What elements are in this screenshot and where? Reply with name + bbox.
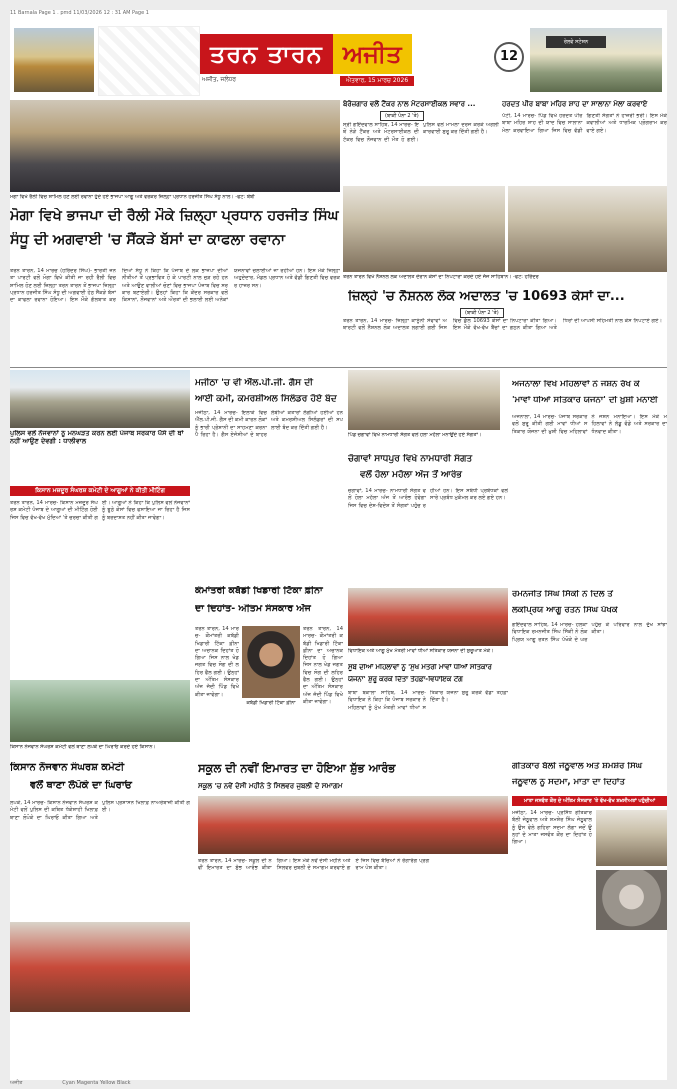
protest-body: ਤਰਨ ਤਾਰਨ, 14 ਮਾਰਚ- ਕਿਸਾਨ ਮਜ਼ਦੂਰ ਸੰਘਰਸ਼ ਕਮੇਟੀ ਪੰਜਾਬ ਦੇ ਆਗੂਆਂ ਦੀ ਮੀਟਿੰਗ ਹੋਈ ਜਿਸ ਵਿਚ ਵੱਖ-ਵੱਖ ਮੁੱਦਿਆਂ 'ਤੇ ਚਰਚਾ ਕੀਤੀ ਗਈ। ਆਗੂਆਂ ਨੇ ਕਿਹਾ ਕਿ ਪੁਲਿਸ ਵਲੋਂ ਨੌਜਵਾਨਾਂ ਨੂੰ ਝੂਠੇ ਕੇਸਾਂ ਵਿਚ ਫਸਾਇਆ ਜਾ ਰਿਹਾ ਹੈ ਜਿਸ ਨੂੰ ਬਰਦਾਸ਼ਤ ਨਹੀਂ ਕੀਤਾ ਜਾਵੇਗਾ। [10, 500, 190, 521]
footer-right: Cyan Magenta Yellow Black [62, 1080, 131, 1086]
lead-headline-2: ਸੰਧੂ ਦੀ ਅਗਵਾਈ 'ਚ ਸੈਂਕੜੇ ਬੱਸਾਂ ਦਾ ਕਾਫਲਾ ਰਵਾਨਾ [10, 232, 286, 248]
obit-banner: ਮਾਤਾ ਜਸਵੰਤ ਕੌਰ ਦੇ ਅੰਤਿਮ ਸੰਸਕਾਰ 'ਤੇ ਵੱਖ-ਵੱਖ ਸ਼ਖ਼ਸੀਅਤਾਂ ਪਹੁੰਚੀਆਂ [512, 796, 667, 806]
lok-adalat-photo-2 [508, 186, 667, 272]
lok-adalat-photo-1 [343, 186, 505, 272]
kisan-headline-2: ਵਲੋਂ ਥਾਣਾ ਲੋਪੋਕੇ ਦਾ ਘਿਰਾਓ [30, 780, 132, 791]
school-photo [198, 796, 508, 854]
masthead-photo-left [14, 28, 94, 92]
edition-label: ਅਜੀਤ, ਜਲੰਧਰ [202, 76, 237, 83]
kabaddi-headline-2: ਦਾ ਦਿਹਾਂਤ- ਅੰਤਿਮ ਸੰਸਕਾਰ ਅੱਜ [195, 604, 311, 614]
obit-photo [596, 810, 667, 866]
namdhari-headline-1: ਚੋਗਾਵਾਂ ਸਾਧਪੁਰ ਵਿਖੇ ਨਾਮਧਾਰੀ ਸੰਗਤ [348, 454, 473, 464]
page-number: 12 [494, 42, 524, 72]
protest-photo [10, 370, 190, 428]
newspaper-page [10, 10, 667, 1080]
lok-adalat-headline: ਜ਼ਿਲ੍ਹੇ 'ਚ ਨੈਸ਼ਨਲ ਲੋਕ ਅਦਾਲਤ 'ਚ 10693 ਕੇਸਾਂ ਦਾ... [348, 290, 625, 304]
namdhari-headline-2: ਵਲੋਂ ਹੋਲਾ ਮਹੱਲਾ ਅੱਜ ਤੋਂ ਆਰੰਭ [360, 470, 462, 480]
masthead-photo-right [530, 28, 662, 92]
brief1-headline: ਬੇਰੋਜ਼ਗਾਰ ਵਲੋਂ ਟੈਂਕਰ ਨਾਲ ਮੋਟਰਸਾਈਕਲ ਸਵਾਰ ... [343, 100, 476, 108]
issue-date: ਐਤਵਾਰ, 15 ਮਾਰਚ 2026 [340, 76, 414, 86]
scheme-caption: ਵਿਧਾਇਕ ਅਤੇ ਆਗੂ ਮੁੱਖ ਮੰਤਰੀ ਮਾਵਾਂ ਧੀਆਂ ਸਤਿਕਾਰ ਯੋਜਨਾ ਦੀ ਸ਼ੁਰੂਆਤ ਮੌਕੇ। [348, 648, 494, 654]
kisan-caption: ਕਿਸਾਨ ਨੌਜਵਾਨ ਸੰਘਰਸ਼ ਕਮੇਟੀ ਵਲੋਂ ਥਾਣਾ ਲੋਪੋਕੇ ਦਾ ਘਿਰਾਓ ਕਰਦੇ ਹੋਏ ਕਿਸਾਨ। [10, 744, 156, 750]
scheme-headline-1: ਸੂਬੇ ਦੀਆਂ ਮਹਿਲਾਵਾਂ ਨੂੰ 'ਮੁੱਖ ਮੰਤਰੀ ਮਾਵਾਂ ਧੀਆਂ ਸਤਿਕਾਰ [348, 664, 492, 671]
lead-headline-1: ਮੋਗਾ ਵਿਖੇ ਭਾਜਪਾ ਦੀ ਰੈਲੀ ਮੌਕੇ ਜ਼ਿਲ੍ਹਾ ਪ੍ਰਧਾਨ ਹਰਜੀਤ ਸਿੰਘ [10, 208, 339, 224]
print-slug: 11 Barnala Page 1 . pmd 11/03/2026 12 : 31 AM Page 1 [10, 10, 149, 16]
brief1-body: ਸ੍ਰੀ ਗੋਇੰਦਵਾਲ ਸਾਹਿਬ, 14 ਮਾਰਚ- ਇਥੋਂ ਨੇੜੇ ਟੈਂਕਰ ਅਤੇ ਮੋਟਰਸਾਈਕਲ ਦੀ ਟੱਕਰ ਵਿਚ ਨੌਜਵਾਨ ਦੀ ਮੌਤ ਹੋ ਗਈ। ਪੁਲਿਸ ਵਲੋਂ ਮਾਮਲਾ ਦਰਜ ਕਰਕੇ ਅਗਲੀ ਕਾਰਵਾਈ ਸ਼ੁਰੂ ਕਰ ਦਿੱਤੀ ਗਈ ਹੈ। [343, 122, 499, 143]
scheme-body: ਬਾਬਾ ਬਕਾਲਾ ਸਾਹਿਬ, 14 ਮਾਰਚ- ਵਿਧਾਇਕ ਨੇ ਕਿਹਾ ਕਿ ਪੰਜਾਬ ਸਰਕਾਰ ਨੇ ਮਹਿਲਾਵਾਂ ਨੂੰ ਮੁੱਖ ਮੰਤਰੀ ਮਾਵਾਂ ਧੀਆਂ ਸਤਿਕਾਰ ਯੋਜਨਾ ਸ਼ੁਰੂ ਕਰਕੇ ਵੱਡਾ ਤੋਹਫ਼ਾ ਦਿੱਤਾ ਹੈ। [348, 690, 508, 711]
school-subhead: ਸਕੂਲ 'ਚ ਨਵੇਂ ਦੇਸੀ ਮਹੀਨੇ ਤੇ ਸਿਲਵਰ ਜੁਬਲੀ ਦੇ ਸਮਾਗਮ [198, 782, 343, 790]
ajnala-headline-1: ਅਜਨਾਲਾ ਵਿਖੇ ਮਹਿਲਾਵਾਂ ਨੇ ਜਸ਼ਨ ਰੱਖ ਕੇ [512, 380, 640, 389]
school-headline: ਸਕੂਲ ਦੀ ਨਵੀਂ ਇਮਾਰਤ ਦਾ ਹੋਇਆ ਸ਼ੁੱਭ ਆਰੰਭ [198, 762, 396, 775]
newspaper-logo [200, 34, 412, 74]
brief1-continued-tag: (ਬਾਕੀ ਪੰਨਾ 2 'ਤੇ) [380, 111, 424, 121]
scheme-headline-2: ਯੋਜਨਾ' ਸ਼ੁਰੂ ਕਰਕੇ ਦਿੱਤਾ ਤੋਹਫ਼ਾ-ਵਿਧਾਇਕ ਟੌਂਗ [348, 676, 463, 683]
ajnala-headline-2: 'ਮਾਵਾਂ ਧੀਆਂ ਸਤਿਕਾਰ ਯੋਜਨਾ' ਦੀ ਖ਼ੁਸ਼ੀ ਮਨਾਈ [512, 396, 658, 405]
obit-headline-1: ਗੀਤਕਾਰ ਬੱਲੀ ਜੇਠੂਵਾਲ ਅਤੇ ਸ਼ਮਸ਼ੇਰ ਸਿੰਘ [512, 762, 643, 771]
footer-left: ਅਜੀਤ [10, 1080, 23, 1086]
masthead-pattern [98, 26, 200, 96]
kabaddi-headline-1: ਕੌਮਾਂਤਰੀ ਕਬੱਡੀ ਖਿਡਾਰੀ ਟਿੱਕਾ ਫ਼ੀਨਾ [195, 586, 323, 596]
lead-body: ਤਰਨ ਤਾਰਨ, 14 ਮਾਰਚ (ਹਰਿੰਦਰ ਸਿੰਘ)- ਭਾਰਤੀ ਜਨਤਾ ਪਾਰਟੀ ਵਲੋਂ ਮੋਗਾ ਵਿਖੇ ਕੀਤੀ ਜਾ ਰਹੀ ਰੈਲੀ ਵਿਚ ਸ਼ਾਮਿਲ ਹੋਣ ਲਈ ਜ਼ਿਲ੍ਹਾ ਤਰਨ ਤਾਰਨ ਤੋਂ ਭਾਜਪਾ ਜ਼ਿਲ੍ਹਾ ਪ੍ਰਧਾਨ ਹਰਜੀਤ ਸਿੰਘ ਸੰਧੂ ਦੀ ਅਗਵਾਈ ਹੇਠ ਸੈਂਕੜੇ ਬੱਸਾਂ ਦਾ ਕਾਫਲਾ ਰਵਾਨਾ ਹੋਇਆ। ਇਸ ਮੌਕੇ ਗੱਲਬਾਤ ਕਰਦਿਆਂ ਸੰਧੂ ਨੇ ਕਿਹਾ ਕਿ ਪੰਜਾਬ ਦੇ ਲੋਕ ਭਾਜਪਾ ਦੀਆਂ ਨੀਤੀਆਂ ਤੋਂ ਪ੍ਰਭਾਵਿਤ ਹੋ ਕੇ ਪਾਰਟੀ ਨਾਲ ਜੁੜ ਰਹੇ ਹਨ ਅਤੇ ਆਉਣ ਵਾਲੀਆਂ ਚੋਣਾਂ ਵਿਚ ਭਾਜਪਾ ਪੰਜਾਬ ਵਿਚ ਸਰਕਾਰ ਬਣਾਏਗੀ। ਉਨ੍ਹਾਂ ਕਿਹਾ ਕਿ ਕੇਂਦਰ ਸਰਕਾਰ ਵਲੋਂ ਕਿਸਾਨਾਂ, ਨੌਜਵਾਨਾਂ ਅਤੇ ਔਰਤਾਂ ਦੀ ਭਲਾਈ ਲਈ ਅਨੇਕਾਂ ਯੋਜਨਾਵਾਂ ਚਲਾਈਆਂ ਜਾ ਰਹੀਆਂ ਹਨ। ਇਸ ਮੌਕੇ ਜ਼ਿਲ੍ਹਾ ਅਹੁਦੇਦਾਰ, ਮੰਡਲ ਪ੍ਰਧਾਨ ਅਤੇ ਵੱਡੀ ਗਿਣਤੀ ਵਿਚ ਵਰਕਰ ਹਾਜ਼ਰ ਸਨ। [10, 268, 340, 304]
ajnala-body: ਅਜਨਾਲਾ, 14 ਮਾਰਚ- ਪੰਜਾਬ ਸਰਕਾਰ ਵਲੋਂ ਸ਼ੁਰੂ ਕੀਤੀ ਗਈ ਮਾਵਾਂ ਧੀਆਂ ਸਤਿਕਾਰ ਯੋਜਨਾ ਦੀ ਖ਼ੁਸ਼ੀ ਵਿਚ ਮਹਿਲਾਵਾਂ ਨੇ ਜਸ਼ਨ ਮਨਾਇਆ। ਇਸ ਮੌਕੇ ਮਹਿਲਾਵਾਂ ਨੇ ਲੱਡੂ ਵੰਡੇ ਅਤੇ ਸਰਕਾਰ ਦਾ ਧੰਨਵਾਦ ਕੀਤਾ। [512, 414, 667, 435]
school-body: ਤਰਨ ਤਾਰਨ, 14 ਮਾਰਚ- ਸਕੂਲ ਦੀ ਨਵੀਂ ਇਮਾਰਤ ਦਾ ਸ਼ੁੱਭ ਆਰੰਭ ਕੀਤਾ ਗਿਆ। ਇਸ ਮੌਕੇ ਨਵੇਂ ਦੇਸੀ ਮਹੀਨੇ ਅਤੇ ਸਿਲਵਰ ਜੁਬਲੀ ਦੇ ਸਮਾਗਮ ਕਰਵਾਏ ਗਏ ਜਿਸ ਵਿਚ ਬੱਚਿਆਂ ਨੇ ਰੰਗਾਰੰਗ ਪ੍ਰੋਗਰਾਮ ਪੇਸ਼ ਕੀਤਾ। [198, 858, 430, 872]
kabaddi-player-photo [242, 626, 300, 698]
ramanjit-headline-2: ਲੋਕਪ੍ਰਿਯ ਆਗੂ ਰਤਨ ਸਿੰਘ ਪੱਖੋਕੇ [512, 606, 618, 615]
ramanjit-body: ਗੋਇੰਦਵਾਲ ਸਾਹਿਬ, 14 ਮਾਰਚ- ਹਲਕਾ ਵਿਧਾਇਕ ਰਮਨਜੀਤ ਸਿੰਘ ਸਿੱਕੀ ਨੇ ਲੋਕਪ੍ਰਿਯ ਆਗੂ ਰਤਨ ਸਿੰਘ ਪੱਖੋਕੇ ਦੇ ਘਰ ਪਹੁੰਚ ਕੇ ਪਰਿਵਾਰ ਨਾਲ ਦੁੱਖ ਸਾਂਝਾ ਕੀਤਾ। [512, 622, 667, 643]
gate-sign: ਰੇਲਵੇ ਸਟੇਸ਼ਨ [546, 36, 606, 48]
ramanjit-headline-1: ਰਮਨਜੀਤ ਸਿੰਘ ਸਿੱਕੀ ਨੇ ਦਿਲ ਤੋਂ [512, 590, 613, 599]
kisan-headline-1: ਕਿਸਾਨ ਨੌਜਵਾਨ ਸੰਘਰਸ਼ ਕਮੇਟੀ [10, 762, 125, 773]
namdhari-caption: ਪਿੰਡ ਚੋਗਾਵਾਂ ਵਿਖੇ ਨਾਮਧਾਰੀ ਸੰਗਤ ਵਲੋਂ ਹੋਲਾ ਮਹੱਲਾ ਮਨਾਉਂਦੇ ਹੋਏ ਸੰਗਤਾਂ। [348, 432, 482, 438]
kisan-photo-2 [10, 922, 190, 1012]
lok-adalat-continued-tag: (ਬਾਕੀ ਪੰਨਾ 2 'ਤੇ) [460, 308, 504, 318]
obit-headline-2: ਜੇਠੂਵਾਲ ਨੂੰ ਸਦਮਾ, ਮਾਤਾ ਦਾ ਦਿਹਾਂਤ [512, 778, 625, 787]
protest-banner: ਕਿਸਾਨ ਮਜ਼ਦੂਰ ਸੰਘਰਸ਼ ਕਮੇਟੀ ਦੇ ਆਗੂਆਂ ਨੇ ਕੀਤੀ ਮੀਟਿੰਗ [10, 486, 190, 496]
brief2-headline: ਹਰਦਤ ਪੀਰ ਬਾਬਾ ਮਹਿਰ ਸ਼ਾਹ ਦਾ ਸਾਲਾਨਾ ਮੇਲਾ ਕਰਵਾਏ [502, 100, 648, 108]
section-divider [10, 367, 667, 368]
protest-headline: ਪੁਲਿਸ ਵਲੋਂ ਨੌਜਵਾਨਾਂ ਨੂੰ ਮਨਘੜਤ ਕਰਨ ਲਈ ਪੰਜਾਬ ਸਰਕਾਰ ਪੈਸੇ ਦੀ ਥਾਂ ਨਹੀਂ ਆਉਣ ਦੇਵਗੀ : ਧਾਲੀਵਾਲ [10, 430, 184, 445]
scheme-photo [348, 588, 508, 646]
kisan-photo [10, 680, 190, 742]
kabaddi-body-right: ਤਰਨ ਤਾਰਨ, 14 ਮਾਰਚ- ਕੌਮਾਂਤਰੀ ਕਬੱਡੀ ਖਿਡਾਰੀ ਟਿੱਕਾ ਫ਼ੀਨਾ ਦਾ ਅਚਾਨਕ ਦਿਹਾਂਤ ਹੋ ਗਿਆ ਜਿਸ ਨਾਲ ਖੇਡ ਜਗਤ ਵਿਚ ਸੋਗ ਦੀ ਲਹਿਰ ਫੈਲ ਗਈ। ਉਨ੍ਹਾਂ ਦਾ ਅੰਤਿਮ ਸੰਸਕਾਰ ਅੱਜ ਜੱਦੀ ਪਿੰਡ ਵਿਖੇ ਕੀਤਾ ਜਾਵੇਗਾ। [303, 626, 343, 705]
kabaddi-photo-caption: ਕਬੱਡੀ ਖਿਡਾਰੀ ਟਿੱਕਾ ਫ਼ੀਨਾ [246, 700, 296, 706]
print-footer [10, 1080, 667, 1089]
lead-photo [10, 100, 340, 192]
kisan-body: ਲੋਪੋਕੇ, 14 ਮਾਰਚ- ਕਿਸਾਨ ਨੌਜਵਾਨ ਸੰਘਰਸ਼ ਕਮੇਟੀ ਵਲੋਂ ਪੁਲਿਸ ਦੀ ਕਥਿਤ ਧੱਕੇਸ਼ਾਹੀ ਖਿਲਾਫ਼ ਥਾਣਾ ਲੋਪੋਕੇ ਦਾ ਘਿਰਾਓ ਕੀਤਾ ਗਿਆ ਅਤੇ ਪੁਲਿਸ ਪ੍ਰਸ਼ਾਸਨ ਖਿਲਾਫ਼ ਨਾਅਰੇਬਾਜ਼ੀ ਕੀਤੀ ਗਈ। [10, 800, 190, 821]
lok-adalat-caption: ਤਰਨ ਤਾਰਨ ਵਿਖੇ ਨੈਸ਼ਨਲ ਲੋਕ ਅਦਾਲਤ ਦੌਰਾਨ ਕੇਸਾਂ ਦਾ ਨਿਪਟਾਰਾ ਕਰਦੇ ਹੋਏ ਜੱਜ ਸਾਹਿਬਾਨ। -ਫੋਟੋ: ਹਰਿੰਦਰ [343, 274, 539, 280]
namdhari-photo [348, 370, 500, 430]
namdhari-body: ਚੋਗਾਵਾਂ, 14 ਮਾਰਚ- ਨਾਮਧਾਰੀ ਸੰਗਤ ਵਲੋਂ ਹੋਲਾ ਮਹੱਲਾ ਅੱਜ ਤੋਂ ਆਰੰਭ ਹੋਵੇਗਾ ਜਿਸ ਵਿਚ ਦੇਸ਼-ਵਿਦੇਸ਼ ਤੋਂ ਸੰਗਤਾਂ ਪਹੁੰਚ ਰਹੀਆਂ ਹਨ। ਇਸ ਸਬੰਧੀ ਪ੍ਰਬੰਧਕਾਂ ਵਲੋਂ ਸਾਰੇ ਪ੍ਰਬੰਧ ਮੁਕੰਮਲ ਕਰ ਲਏ ਗਏ ਹਨ। [348, 488, 508, 509]
logo-part-name: ਅਜੀਤ [333, 34, 412, 74]
obit-portrait [596, 870, 667, 930]
masthead [10, 22, 667, 98]
brief2-body: ਪੱਟੀ, 14 ਮਾਰਚ- ਪਿੰਡ ਵਿਖੇ ਹਰਦਤ ਪੀਰ ਬਾਬਾ ਮਹਿਰ ਸ਼ਾਹ ਦੀ ਯਾਦ ਵਿਚ ਸਾਲਾਨਾ ਮੇਲਾ ਕਰਵਾਇਆ ਗਿਆ ਜਿਸ ਵਿਚ ਵੱਡੀ ਗਿਣਤੀ ਸੰਗਤਾਂ ਨੇ ਹਾਜ਼ਰੀ ਭਰੀ। ਇਸ ਮੌਕੇ ਕਵਾਲੀਆਂ ਅਤੇ ਧਾਰਮਿਕ ਪ੍ਰੋਗਰਾਮ ਕਰਵਾਏ ਗਏ। [502, 113, 667, 134]
gas-headline-1: ਮਜੀਠਾ 'ਚ ਵੀ ਐੱਲ.ਪੀ.ਜੀ. ਗੈਸ ਦੀ [195, 378, 313, 388]
kabaddi-body-left: ਤਰਨ ਤਾਰਨ, 14 ਮਾਰਚ- ਕੌਮਾਂਤਰੀ ਕਬੱਡੀ ਖਿਡਾਰੀ ਟਿੱਕਾ ਫ਼ੀਨਾ ਦਾ ਅਚਾਨਕ ਦਿਹਾਂਤ ਹੋ ਗਿਆ ਜਿਸ ਨਾਲ ਖੇਡ ਜਗਤ ਵਿਚ ਸੋਗ ਦੀ ਲਹਿਰ ਫੈਲ ਗਈ। ਉਨ੍ਹਾਂ ਦਾ ਅੰਤਿਮ ਸੰਸਕਾਰ ਅੱਜ ਜੱਦੀ ਪਿੰਡ ਵਿਖੇ ਕੀਤਾ ਜਾਵੇਗਾ। [195, 626, 239, 698]
logo-part-city: ਤਰਨ ਤਾਰਨ [200, 34, 333, 74]
gas-headline-2: ਆਈ ਕਮੀ, ਕਮਰਸ਼ੀਅਲ ਸਿਲੰਡਰ ਹੋਏ ਬੰਦ [195, 394, 337, 404]
lok-adalat-body: ਤਰਨ ਤਾਰਨ, 14 ਮਾਰਚ- ਜ਼ਿਲ੍ਹਾ ਕਾਨੂੰਨੀ ਸੇਵਾਵਾਂ ਅਥਾਰਟੀ ਵਲੋਂ ਨੈਸ਼ਨਲ ਲੋਕ ਅਦਾਲਤ ਲਗਾਈ ਗਈ ਜਿਸ ਵਿਚ ਕੁੱਲ 10693 ਕੇਸਾਂ ਦਾ ਨਿਪਟਾਰਾ ਕੀਤਾ ਗਿਆ। ਇਸ ਮੌਕੇ ਵੱਖ-ਵੱਖ ਬੈਂਚਾਂ ਦਾ ਗਠਨ ਕੀਤਾ ਗਿਆ ਅਤੇ ਧਿਰਾਂ ਦੀ ਆਪਸੀ ਸਹਿਮਤੀ ਨਾਲ ਕੇਸ ਨਿਪਟਾਏ ਗਏ। [343, 318, 663, 332]
obit-body: ਮਜੀਠਾ, 14 ਮਾਰਚ- ਪ੍ਰਸਿੱਧ ਗੀਤਕਾਰ ਬੱਲੀ ਜੇਠੂਵਾਲ ਅਤੇ ਸ਼ਮਸ਼ੇਰ ਸਿੰਘ ਜੇਠੂਵਾਲ ਨੂੰ ਉਸ ਵੇਲੇ ਗਹਿਰਾ ਸਦਮਾ ਲੱਗਾ ਜਦੋਂ ਉਨ੍ਹਾਂ ਦੇ ਮਾਤਾ ਜਸਵੰਤ ਕੌਰ ਦਾ ਦਿਹਾਂਤ ਹੋ ਗਿਆ। [512, 810, 592, 846]
gas-body: ਮਜੀਠਾ, 14 ਮਾਰਚ- ਇਲਾਕੇ ਵਿਚ ਐੱਲ.ਪੀ.ਜੀ. ਗੈਸ ਦੀ ਕਮੀ ਕਾਰਨ ਲੋਕਾਂ ਨੂੰ ਭਾਰੀ ਪ੍ਰੇਸ਼ਾਨੀ ਦਾ ਸਾਹਮਣਾ ਕਰਨਾ ਪੈ ਰਿਹਾ ਹੈ। ਗੈਸ ਏਜੰਸੀਆਂ ਦੇ ਬਾਹਰ ਲੰਬੀਆਂ ਕਤਾਰਾਂ ਲੱਗੀਆਂ ਹੋਈਆਂ ਹਨ ਅਤੇ ਕਮਰਸ਼ੀਅਲ ਸਿਲੰਡਰਾਂ ਦੀ ਸਪਲਾਈ ਬੰਦ ਕਰ ਦਿੱਤੀ ਗਈ ਹੈ। [195, 410, 343, 438]
lead-photo-caption: ਮੋਗਾ ਵਿਖੇ ਰੈਲੀ ਵਿਚ ਸ਼ਾਮਿਲ ਹੋਣ ਲਈ ਰਵਾਨਾ ਹੁੰਦੇ ਹੋਏ ਭਾਜਪਾ ਆਗੂ ਅਤੇ ਵਰਕਰ ਜ਼ਿਲ੍ਹਾ ਪ੍ਰਧਾਨ ਹਰਜੀਤ ਸਿੰਘ ਸੰਧੂ ਨਾਲ। -ਫੋਟੋ: ਬੌਬੀ [10, 194, 255, 200]
